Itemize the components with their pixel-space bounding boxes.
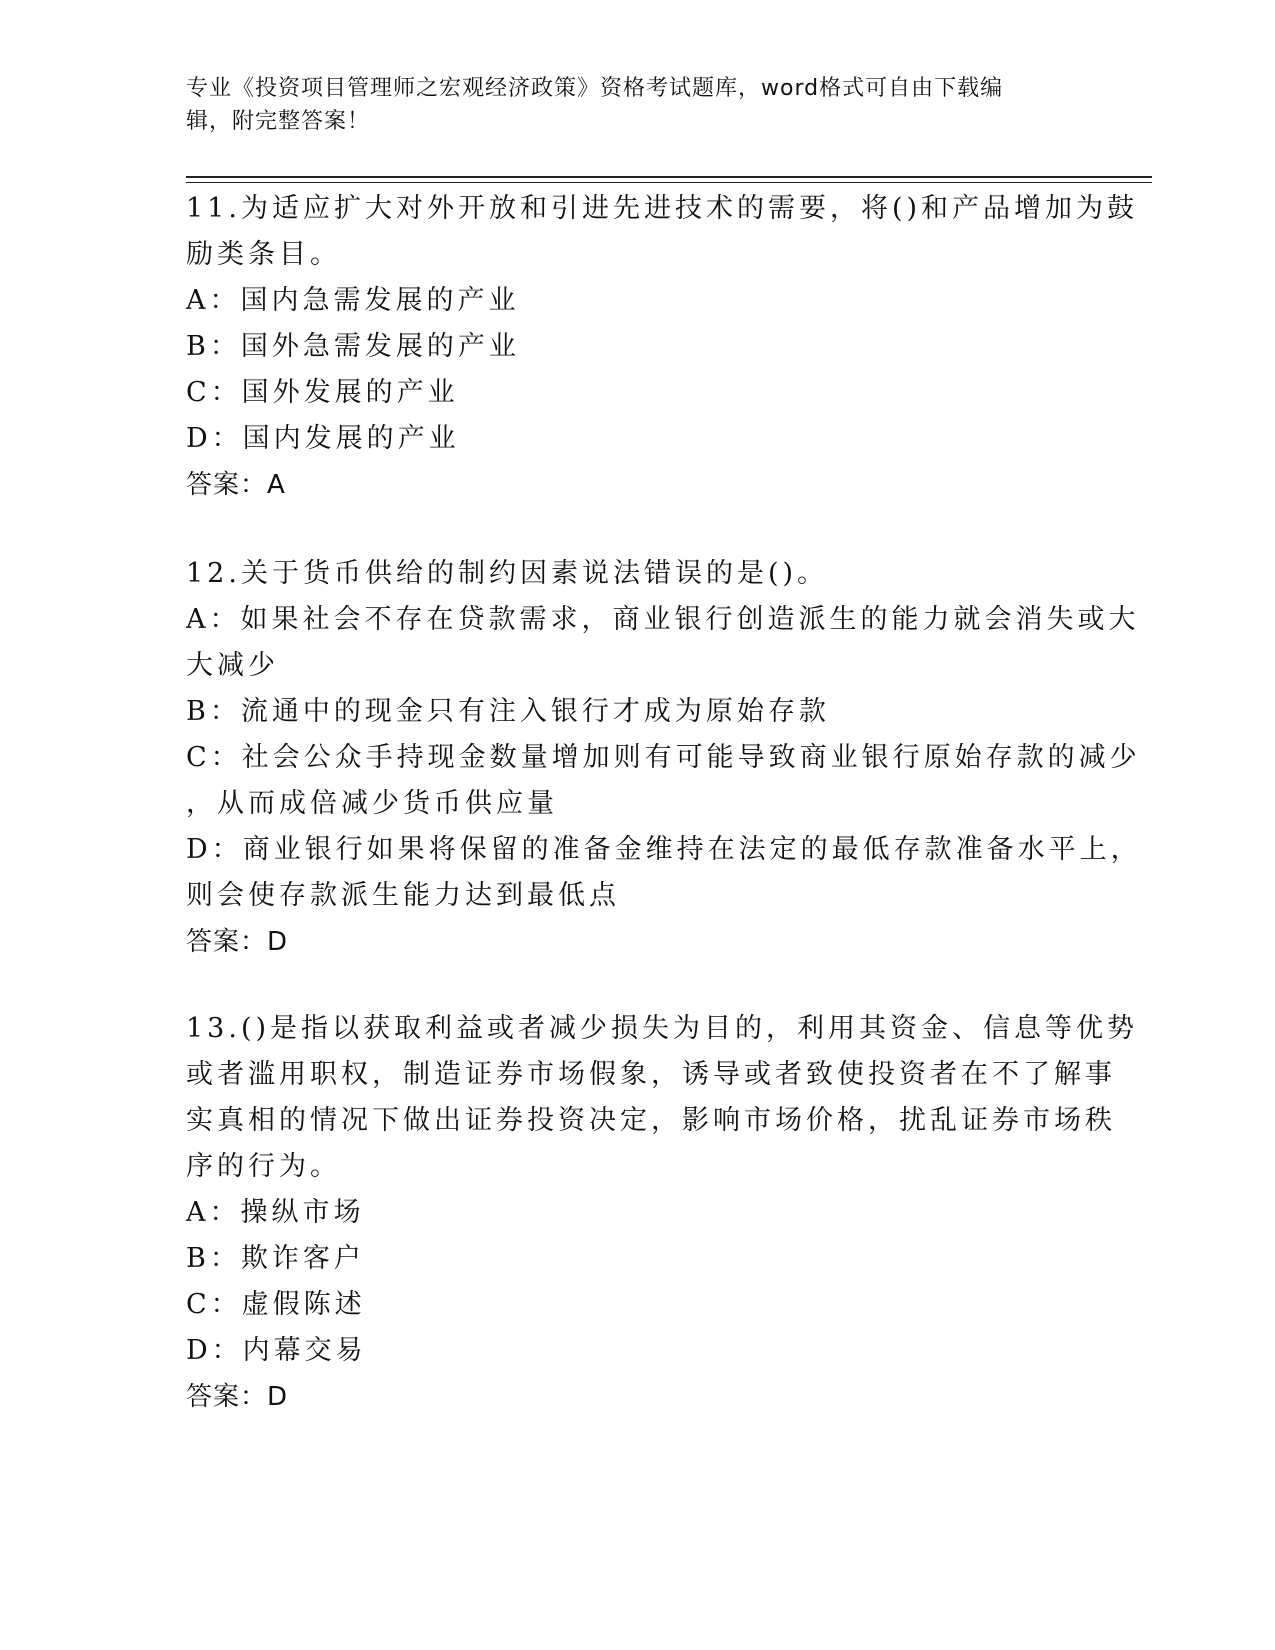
option-a-continued: 大减少 <box>186 650 279 681</box>
question-11 <box>186 186 1139 508</box>
header-divider-thick <box>186 176 1152 178</box>
question-stem-line: 序的行为。 <box>186 1151 341 1182</box>
option-a: A：操纵市场 <box>186 1197 365 1228</box>
option-c-continued: ，从而成倍减少货币供应量 <box>186 788 558 819</box>
answer-line: 答案：D <box>186 1382 289 1412</box>
question-stem-line: 11.为适应扩大对外开放和引进先进技术的需要，将()和产品增加为鼓 <box>186 193 1139 224</box>
option-d: D：国内发展的产业 <box>186 423 460 454</box>
question-stem-line: 励类条目。 <box>186 239 341 270</box>
option-b: B：流通中的现金只有注入银行才成为原始存款 <box>186 696 830 727</box>
answer-line: 答案：D <box>186 927 289 957</box>
question-12 <box>186 551 1142 965</box>
option-a: A：如果社会不存在贷款需求，商业银行创造派生的能力就会消失或大 <box>186 604 1140 635</box>
option-b: B：欺诈客户 <box>186 1243 365 1274</box>
header-line-2: 辑，附完整答案！ <box>186 109 371 134</box>
question-13 <box>186 1006 1139 1420</box>
document-header <box>186 72 1086 138</box>
option-a: A：国内急需发展的产业 <box>186 285 520 316</box>
header-line-1: 专业《投资项目管理师之宏观经济政策》资格考试题库，word格式可自由下载编 <box>186 76 1004 101</box>
answer-line: 答案：A <box>186 470 286 500</box>
option-d: D：内幕交易 <box>186 1335 367 1366</box>
question-stem-line: 或者滥用职权，制造证券市场假象，诱导或者致使投资者在不了解事 <box>186 1059 1116 1090</box>
option-c: C：社会公众手持现金数量增加则有可能导致商业银行原始存款的减少 <box>186 742 1141 773</box>
header-divider-thin <box>186 182 1152 183</box>
option-c: C：虚假陈述 <box>186 1289 366 1320</box>
option-d: D：商业银行如果将保留的准备金维持在法定的最低存款准备水平上， <box>186 834 1142 865</box>
question-stem-line: 实真相的情况下做出证券投资决定，影响市场价格，扰乱证券市场秩 <box>186 1105 1116 1136</box>
question-stem-line: 13.()是指以获取利益或者减少损失为目的，利用其资金、信息等优势 <box>186 1013 1139 1044</box>
option-b: B：国外急需发展的产业 <box>186 331 520 362</box>
question-stem-line: 12.关于货币供给的制约因素说法错误的是()。 <box>186 558 829 589</box>
option-d-continued: 则会使存款派生能力达到最低点 <box>186 880 620 911</box>
option-c: C：国外发展的产业 <box>186 377 459 408</box>
